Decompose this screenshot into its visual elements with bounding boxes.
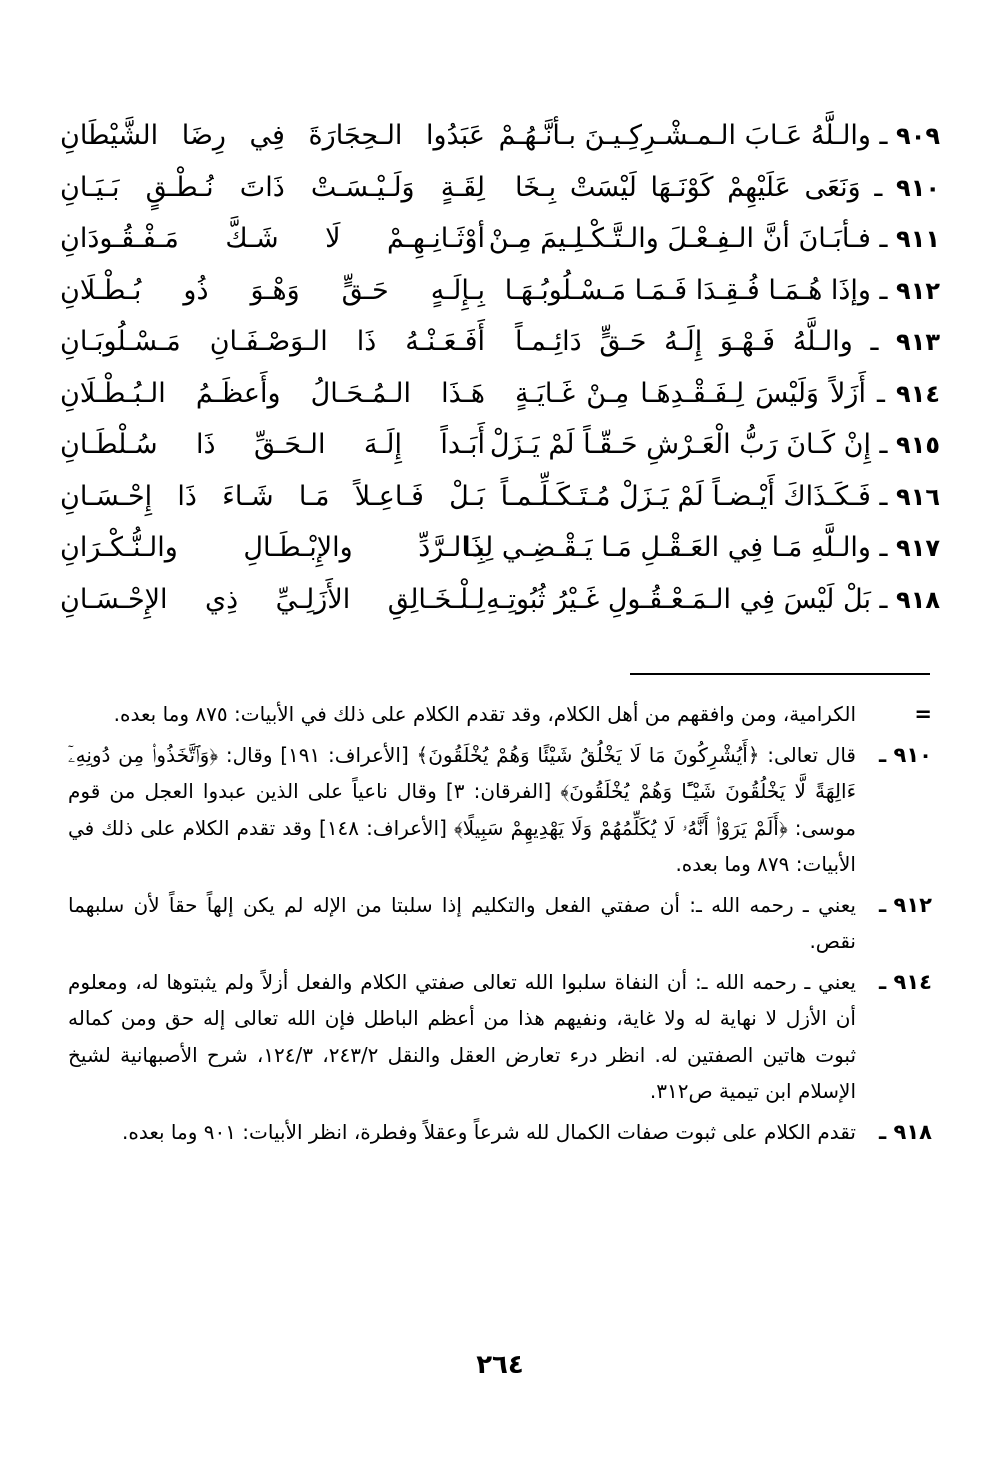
footnote-number: ٩١٤ ـ [879,969,932,994]
verse-number-dash: ـ [852,326,897,358]
verse-row [60,213,940,265]
verse-row [60,471,940,523]
verse-first-hemistich [486,583,940,615]
footnote [68,737,932,883]
verse-row [60,110,940,162]
footnote [68,887,932,960]
verse-second-hemistich: بِـإِلَـهٍ حَـقٍّ وَهْـوَ ذُو بُـطْـلَانِ [60,274,485,306]
footnote [68,964,932,1110]
verse-number: ٩١٧ [896,534,940,563]
verse-number: ٩١٨ [896,585,940,614]
verse-second-hemistich: بِـالـرَّدِّ والإِبْـطَـالِ والـنُّـكْـرَانِ [60,532,485,564]
verse-first-hemistich [500,480,940,512]
verse-number-dash: ـ [870,223,897,255]
verse-first-text: وإذَا هُـمَـا فُـقِـدَا فَـمَـا مَـسْـلُوبُـهَـا [504,274,871,306]
footnotes [68,696,932,1154]
verse-number: ٩١٦ [896,482,940,511]
verse-number-dash: ـ [870,583,897,615]
verse-second-hemistich: هَـذَا الـمُـحَـالُ وأَعظَـمُ الـبُـطْـلَانِ [60,377,485,409]
verse-first-text: والـلَّهُ عَـابَ الـمـشْـرِكِـيـنَ بـأنَّـهُـمْ [498,120,871,152]
verse-number-dash: ـ [860,171,897,203]
verse-number-dash: ـ [865,377,897,409]
verse-first-hemistich [504,274,940,306]
footnote-number: ٩١٠ ـ [879,742,932,767]
verse-number-dash: ـ [870,120,897,152]
verse-second-hemistich: لِـلْـخَـالِقِ الأَزَلِـيِّ ذِي الإِحْـسَـانِ [60,583,485,615]
verse-first-hemistich [488,223,940,255]
verse-second-hemistich: أوْثَـانِـهِـمْ لَا شَـكَّ مَـفْـقُـودَانِ [60,223,485,255]
verse-number: ٩١٣ [896,328,940,357]
verse-second-hemistich: عَبَدُوا الـحِجَارَةَ فِي رِضَا الشَّيْطَانِ [60,120,485,152]
verse-number-dash: ـ [870,480,897,512]
verse-number: ٩١٢ [896,276,940,305]
verse-number-dash: ـ [870,429,897,461]
verse-number-dash: ـ [870,274,897,306]
verse-number: ٩١٠ [896,173,940,202]
verse-first-text: بَلْ لَيْسَ فِي الـمَـعْـقُـولِ غَـيْرُ ثُبُوتِـهِ [486,583,871,615]
verse-first-text: والـلَّهُ فَـهْـوَ إِلَـهُ حَـقٍّ دَائِـمـاً [515,326,853,358]
verse-row [60,522,940,574]
verse-first-text: فَـكَـذَاكَ أَيْـضـاً لَمْ يَـزَلْ مُـتَـكَـلِّـمـاً [500,480,871,512]
verse-first-hemistich [515,172,940,203]
verse-first-text: إِنْ كَـانَ رَبُّ الْعَـرْشِ حَـقّـاً لَمْ يَـزَلْ [489,429,871,461]
verse-first-hemistich [463,532,940,564]
verse-number: ٩١٥ [896,431,940,460]
verse-second-hemistich: بَـلْ فَـاعِـلاً مَـا شَـاءَ ذَا إِحْـسَـانِ [60,480,485,512]
verse-number: ٩٠٩ [896,122,940,151]
footnote-text: يعني ـ رحمه الله ـ: أن النفاة سلبوا الله تعالى صفتي الكلام والفعل أزلاً ولم يثبتوها له، ومعلوم أن الأزل لا نهاية له ولا غاية، ونفيهم هذا من أعظم الباطل فإن الله تعالى إله حق ومن كماله ثبوت هاتين الصفتين له. انظر درء تعارض العقل والنقل ٢٤٣/٢، ١٢٤/٣، شرح الأصبهانية لشيخ الإسلام ابن تيمية ص٣١٢. [68,969,857,1103]
verse-row [60,419,940,471]
verse-first-text: فـأبَـانَ أنَّ الـفِـعْـلَ والـتَّـكْـلِـيمَ مِـنْ [488,223,871,255]
verse-first-hemistich [515,326,940,357]
footnote-text: تقدم الكلام على ثبوت صفات الكمال لله شرعاً وعقلاً وفطرة، انظر الأبيات: ٩٠١ وما بعده. [121,1119,856,1144]
footnote-number: ٩١٨ ـ [879,1119,932,1144]
verse-first-hemistich [515,378,940,409]
footnote-text: قال تعالى: ﴿أَيُشْرِكُونَ مَا لَا يَخْلُقُ شَيْئًا وَهُمْ يُخْلَقُونَ﴾ [الأعراف: ١٩١] وقال: ﴿وَٱتَّخَذُوا۟ مِن دُونِهِۦٓ ءَالِهَةً لَّا يَخْلُقُونَ شَيْـًٔا وَهُمْ يُخْلَقُونَ﴾ [الفرقان: ٣] وقال ناعياً على الذين عبدوا العجل من قوم موسى: ﴿أَلَمْ يَرَوْا۟ أَنَّهُۥ لَا يُكَلِّمُهُمْ وَلَا يَهْدِيهِمْ سَبِيلًا﴾ [الأعراف: ١٤٨] وقد تقدم الكلام على ذلك في الأبيات: ٨٧٩ وما بعده. [68,742,856,876]
verse-row [60,265,940,317]
verse-first-hemistich [498,120,940,152]
verse-block [60,110,940,625]
verse-first-text: أَزَلاً وَلَيْسَ لِـفَـقْـدِهَـا مِـنْ غَـايَـةٍ [515,377,866,409]
page-number: ٢٦٤ [476,1350,524,1380]
verse-second-hemistich: أَبَـداً إِلَـهَ الـحَـقِّ ذَا سُـلْطَـانِ [60,429,485,461]
verse-row [60,162,940,214]
verse-number: ٩١١ [896,225,940,254]
verse-number: ٩١٤ [896,379,940,408]
verse-second-hemistich: أَفَـعَـنْـهُ ذَا الـوَصْـفَـانِ مَـسْـلُوبَـانِ [60,326,485,358]
verse-row [60,316,940,368]
footnote-number: ٩١٢ ـ [879,892,932,917]
verse-first-text: والـلَّهِ مَـا فِي العَـقْـلِ مَـا يَـقْـضِـي لِذَا [463,532,871,564]
footnote-text: يعني ـ رحمه الله ـ: أن صفتي الفعل والتكليم إذا سلبتا من الإله لم يكن إلهاً حقاً لأن سلبهما نقص. [68,892,856,953]
footnote [68,696,932,733]
footnote-text: الكرامية، ومن وافقهم من أهل الكلام، وقد تقدم الكلام على ذلك في الأبيات: ٨٧٥ وما بعده. [113,702,856,726]
footnote [68,1114,932,1151]
verse-first-text: وَنَعَى عَلَيْهِمْ كَوْنَـهَا لَيْسَتْ بِـخَا [515,171,861,203]
footnote-number: = [914,702,932,726]
verse-number-dash: ـ [870,532,897,564]
verse-second-hemistich: لِقَـةٍ وَلَـيْـسَـتْ ذَاتَ نُـطْـقٍ بَـيَـانِ [60,171,485,203]
verse-row [60,368,940,420]
footnote-divider [630,673,930,675]
verse-row [60,574,940,626]
verse-first-hemistich [489,429,940,461]
